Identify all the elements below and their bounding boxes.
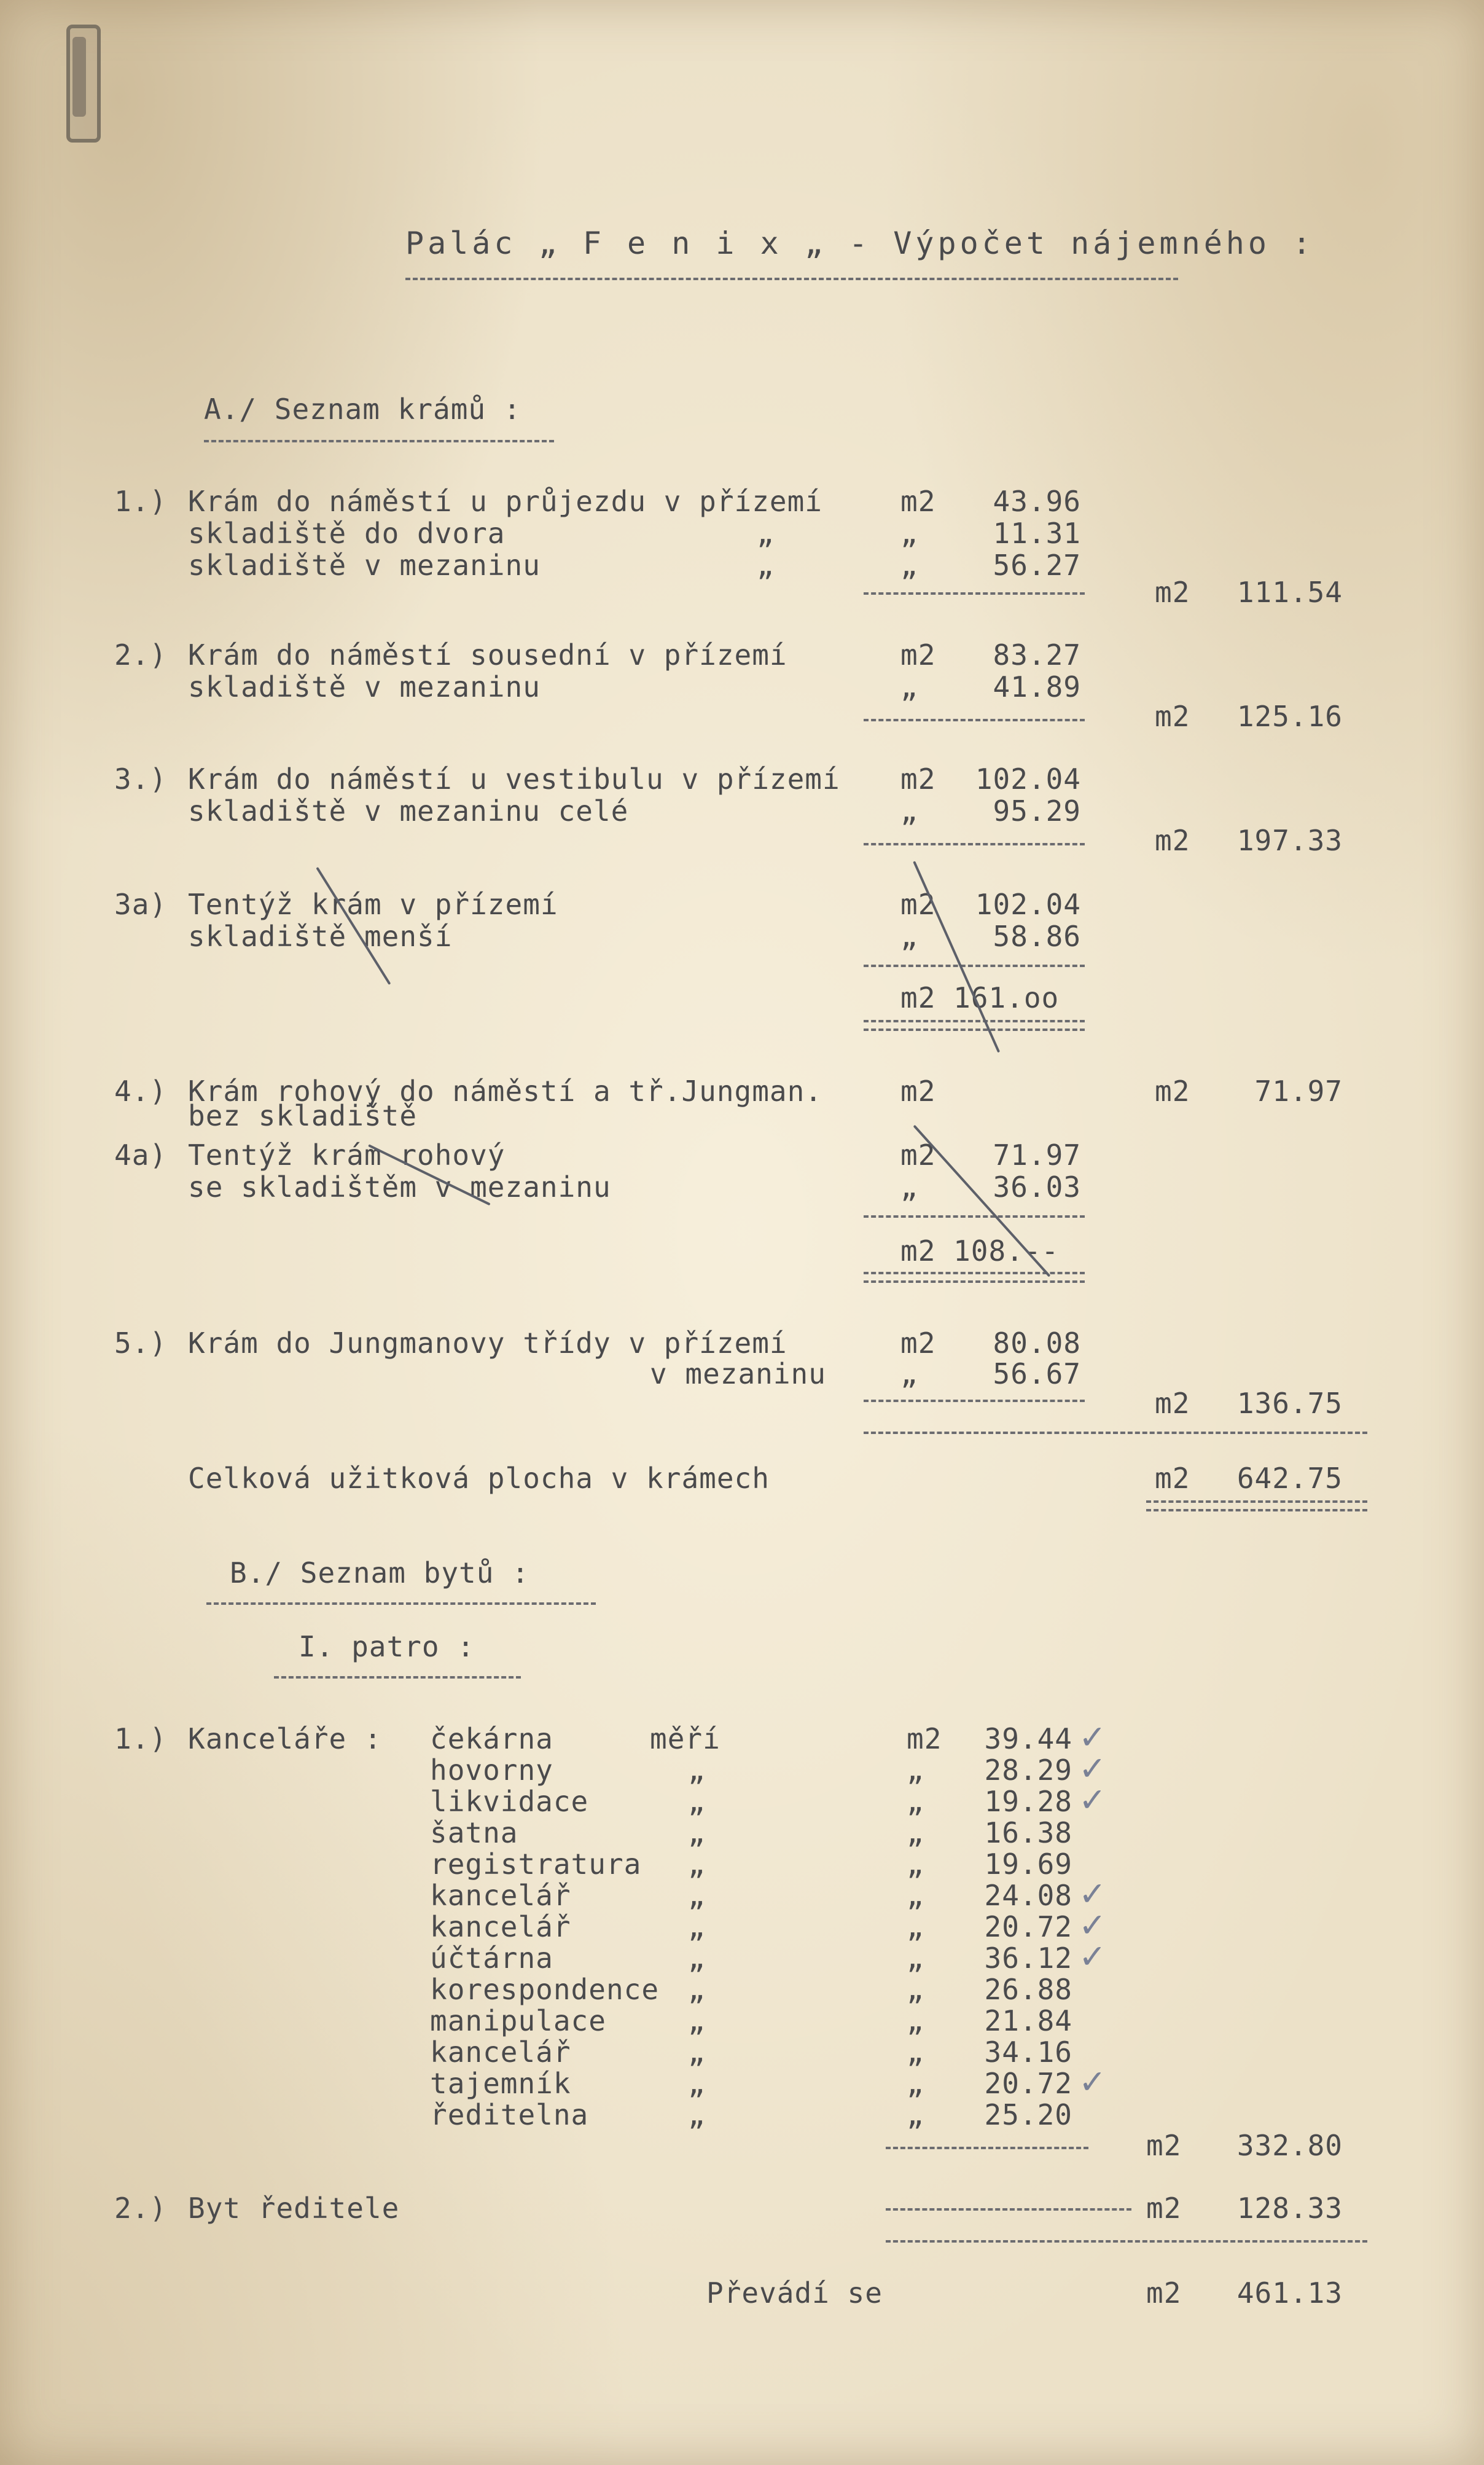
measure-word: měří xyxy=(650,1722,721,1755)
ditto-mark: „ xyxy=(688,2004,706,2037)
room-area: 20.72 xyxy=(984,2067,1072,2100)
title-underline xyxy=(405,278,1178,280)
ditto-mark: „ xyxy=(688,1816,706,1849)
check-mark-icon: ✓ xyxy=(1079,1781,1107,1819)
item-value: 36.03 xyxy=(993,1170,1081,1204)
item-total: 197.33 xyxy=(1236,824,1343,857)
item-unit: m2 xyxy=(900,888,936,921)
item-value: 80.08 xyxy=(993,1327,1081,1360)
ditto-mark: „ xyxy=(757,549,775,582)
ditto-mark: „ xyxy=(688,1942,706,1975)
item-unit: „ xyxy=(900,1357,918,1390)
total-unit: m2 xyxy=(1155,1462,1190,1495)
item-value: 58.86 xyxy=(993,920,1081,953)
item-subtotal: m2 108.-- xyxy=(900,1234,1060,1268)
item-total: 125.16 xyxy=(1236,700,1343,733)
item-value: 102.04 xyxy=(975,762,1081,796)
room-unit: „ xyxy=(907,1942,924,1975)
room-area: 25.20 xyxy=(984,2098,1072,2131)
room-unit: „ xyxy=(907,2067,924,2100)
item-subtotal: m2 161.oo xyxy=(900,981,1060,1014)
item-number: 3a) xyxy=(114,888,168,921)
room-name: kancelář xyxy=(430,2036,571,2069)
item-line-label: v mezaninu xyxy=(650,1357,826,1390)
item-unit: m2 xyxy=(900,1327,936,1360)
item-line-label: Krám do náměstí u průjezdu v přízemí xyxy=(188,485,822,518)
item-number: 1.) xyxy=(114,1722,168,1755)
total-unit: m2 xyxy=(1155,1075,1190,1108)
item-number: 2.) xyxy=(114,2192,168,2225)
room-name: ředitelna xyxy=(430,2098,589,2131)
room-area: 16.38 xyxy=(984,1816,1072,1849)
room-name: manipulace xyxy=(430,2004,606,2037)
room-name: korespondence xyxy=(430,1973,660,2006)
item-line-label: skladiště v mezaninu xyxy=(188,670,541,703)
room-name: registratura xyxy=(430,1848,642,1881)
sum-line xyxy=(864,719,1085,721)
double-sum-line xyxy=(1146,1500,1367,1511)
room-area: 36.12 xyxy=(984,1942,1072,1975)
room-name: kancelář xyxy=(430,1879,571,1912)
item-line-label: Tentýž krám v přízemí xyxy=(188,888,558,921)
item-line-label: Krám do náměstí sousední v přízemí xyxy=(188,638,787,672)
item-total: 71.97 xyxy=(1254,1075,1343,1108)
item-line-label: se skladištěm v mezaninu xyxy=(188,1170,611,1204)
room-name: účtárna xyxy=(430,1942,553,1975)
item-value: 43.96 xyxy=(993,485,1081,518)
sum-line xyxy=(864,1400,1085,1402)
room-area: 24.08 xyxy=(984,1879,1072,1912)
sum-line xyxy=(864,592,1085,595)
sum-line xyxy=(864,965,1085,967)
staple-hole xyxy=(72,37,86,117)
room-area: 20.72 xyxy=(984,1910,1072,1943)
ditto-mark: „ xyxy=(688,1848,706,1881)
room-unit: „ xyxy=(907,1848,924,1881)
ditto-mark: „ xyxy=(688,1973,706,2006)
total-unit: m2 xyxy=(1146,2276,1182,2310)
item-line-label: skladiště v mezaninu xyxy=(188,549,541,582)
room-area: 21.84 xyxy=(984,2004,1072,2037)
double-sum-line xyxy=(864,1272,1085,1283)
room-unit: „ xyxy=(907,2098,924,2131)
item-value: 102.04 xyxy=(975,888,1081,921)
total-unit: m2 xyxy=(1155,1387,1190,1420)
item-value: 95.29 xyxy=(993,794,1081,828)
page-title: Palác „ F e n i x „ - Výpočet nájemného : xyxy=(405,225,1315,261)
room-name: čekárna xyxy=(430,1722,553,1755)
ditto-mark: „ xyxy=(688,1910,706,1943)
offices-label: Kanceláře : xyxy=(188,1722,382,1755)
room-unit: „ xyxy=(907,1910,924,1943)
item-value: 11.31 xyxy=(993,517,1081,550)
total-unit: m2 xyxy=(1146,2192,1182,2225)
total-unit: m2 xyxy=(1155,576,1190,609)
sum-line xyxy=(886,2240,1367,2243)
sum-line xyxy=(864,1215,1085,1218)
check-mark-icon: ✓ xyxy=(1079,1749,1107,1788)
item-unit: „ xyxy=(900,549,918,582)
item-number: 1.) xyxy=(114,485,168,518)
item-line-label: bez skladiště xyxy=(188,1099,418,1132)
room-name: šatna xyxy=(430,1816,518,1849)
section-a-heading: A./ Seznam krámů : xyxy=(204,393,521,426)
total-unit: m2 xyxy=(1146,2129,1182,2162)
item-line-label: skladiště menší xyxy=(188,920,453,953)
item-number: 5.) xyxy=(114,1327,168,1360)
carry-forward-label: Převádí se xyxy=(706,2276,883,2310)
room-name: likvidace xyxy=(430,1785,589,1818)
check-mark-icon: ✓ xyxy=(1079,1906,1107,1945)
room-area: 28.29 xyxy=(984,1754,1072,1787)
ditto-mark: „ xyxy=(688,2067,706,2100)
item-line-label: Krám do Jungmanovy třídy v přízemí xyxy=(188,1327,787,1360)
item-unit: m2 xyxy=(900,1138,936,1172)
section-b-heading: B./ Seznam bytů : xyxy=(230,1556,529,1589)
room-area: 39.44 xyxy=(984,1722,1072,1755)
ditto-mark: „ xyxy=(757,517,775,550)
rooms-total: 332.80 xyxy=(1236,2129,1343,2162)
item-unit: m2 xyxy=(900,1075,936,1108)
item-unit: „ xyxy=(900,1170,918,1204)
room-unit: „ xyxy=(907,1973,924,2006)
room-unit: „ xyxy=(907,2004,924,2037)
item-unit: m2 xyxy=(900,638,936,672)
item-unit: „ xyxy=(900,670,918,703)
item-unit: „ xyxy=(900,794,918,828)
grand-total: 642.75 xyxy=(1236,1462,1343,1495)
section-b-underline xyxy=(206,1602,596,1605)
ditto-mark: „ xyxy=(688,1879,706,1912)
check-mark-icon: ✓ xyxy=(1079,2063,1107,2101)
ditto-mark: „ xyxy=(688,2098,706,2131)
item-line-label: Tentýž krám rohový xyxy=(188,1138,506,1172)
carry-forward-total: 461.13 xyxy=(1236,2276,1343,2310)
item-number: 4.) xyxy=(114,1075,168,1108)
check-mark-icon: ✓ xyxy=(1079,1875,1107,1913)
room-unit: „ xyxy=(907,1754,924,1787)
ditto-mark: „ xyxy=(688,1785,706,1818)
item-line-label: skladiště do dvora xyxy=(188,517,506,550)
item-unit: m2 xyxy=(900,485,936,518)
room-area: 26.88 xyxy=(984,1973,1072,2006)
room-name: kancelář xyxy=(430,1910,571,1943)
item-value: 71.97 xyxy=(993,1138,1081,1172)
sum-line xyxy=(886,2208,1131,2211)
room-name: hovorny xyxy=(430,1754,553,1787)
item-total: 136.75 xyxy=(1236,1387,1343,1420)
ditto-mark: „ xyxy=(688,2036,706,2069)
item-line-label: skladiště v mezaninu celé xyxy=(188,794,629,828)
sum-line xyxy=(864,1432,1367,1434)
floor-underline xyxy=(274,1676,521,1679)
item-number: 4a) xyxy=(114,1138,168,1172)
director-flat-label: Byt ředitele xyxy=(188,2192,400,2225)
item-value: 56.27 xyxy=(993,549,1081,582)
item-unit: m2 xyxy=(900,762,936,796)
item-unit: „ xyxy=(900,517,918,550)
sum-line xyxy=(864,843,1085,845)
item-unit: „ xyxy=(900,920,918,953)
item-value: 56.67 xyxy=(993,1357,1081,1390)
room-name: tajemník xyxy=(430,2067,571,2100)
room-area: 34.16 xyxy=(984,2036,1072,2069)
item-total: 111.54 xyxy=(1236,576,1343,609)
room-unit: „ xyxy=(907,2036,924,2069)
sum-line xyxy=(886,2147,1088,2149)
check-mark-icon: ✓ xyxy=(1079,1718,1107,1757)
item-line-label: Krám do náměstí u vestibulu v přízemí xyxy=(188,762,840,796)
total-unit: m2 xyxy=(1155,824,1190,857)
room-unit: „ xyxy=(907,1785,924,1818)
item-number: 2.) xyxy=(114,638,168,672)
ditto-mark: „ xyxy=(688,1754,706,1787)
item-value: 41.89 xyxy=(993,670,1081,703)
room-unit: m2 xyxy=(907,1722,942,1755)
room-unit: „ xyxy=(907,1879,924,1912)
section-a-underline xyxy=(204,440,554,442)
grand-total-label: Celková užitková plocha v krámech xyxy=(188,1462,770,1495)
floor-heading: I. patro : xyxy=(299,1630,475,1663)
director-flat-total: 128.33 xyxy=(1236,2192,1343,2225)
double-sum-line xyxy=(864,1020,1085,1031)
room-unit: „ xyxy=(907,1816,924,1849)
item-value: 83.27 xyxy=(993,638,1081,672)
item-number: 3.) xyxy=(114,762,168,796)
check-mark-icon: ✓ xyxy=(1079,1937,1107,1976)
room-area: 19.28 xyxy=(984,1785,1072,1818)
total-unit: m2 xyxy=(1155,700,1190,733)
item-line-label: Krám rohový do náměstí a tř.Jungman. xyxy=(188,1075,822,1108)
room-area: 19.69 xyxy=(984,1848,1072,1881)
